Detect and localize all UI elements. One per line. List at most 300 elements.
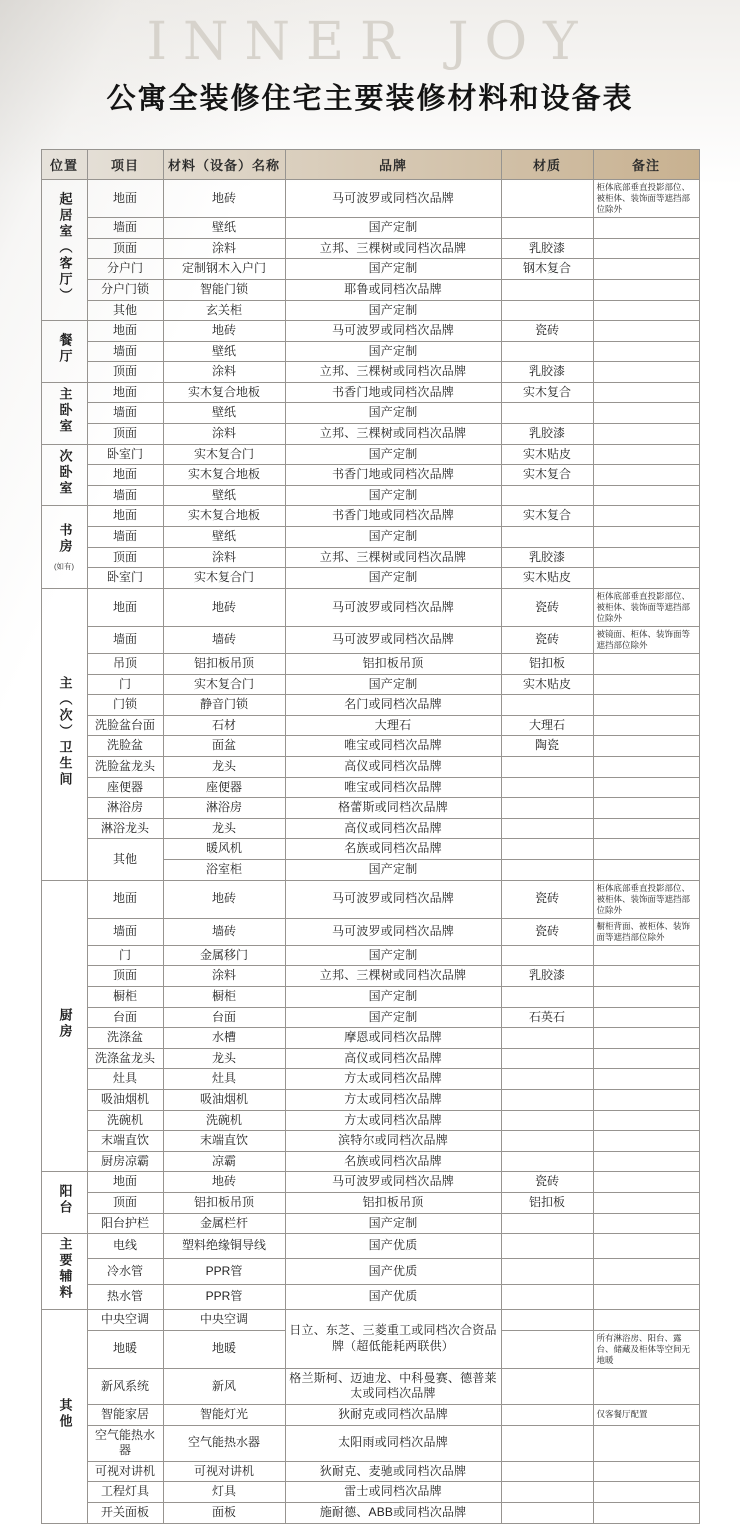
texture-cell: [501, 1284, 593, 1309]
texture-cell: 瓷砖: [501, 1172, 593, 1193]
note-cell: 柜体底部垂直投影部位、被柜体、装饰面等遮挡部位除外: [593, 180, 699, 218]
texture-cell: [501, 1089, 593, 1110]
table-row: [41, 588, 699, 626]
item-cell: 吊顶: [87, 654, 163, 675]
item-cell: 墙面: [87, 626, 163, 653]
brand-cell: 名族或同档次品牌: [285, 1151, 501, 1172]
item-cell: 顶面: [87, 966, 163, 987]
note-cell: [593, 1131, 699, 1152]
note-cell: [593, 218, 699, 239]
brand-cell: 书香门地或同档次品牌: [285, 506, 501, 527]
table-row: [41, 444, 699, 465]
brand-cell: 滨特尔或同档次品牌: [285, 1131, 501, 1152]
texture-cell: 乳胶漆: [501, 424, 593, 445]
material-name-cell: 橱柜: [163, 987, 285, 1008]
texture-cell: 钢木复合: [501, 259, 593, 280]
brand-cell: 国产定制: [285, 444, 501, 465]
texture-cell: [501, 798, 593, 819]
texture-cell: [501, 1110, 593, 1131]
texture-cell: [501, 1259, 593, 1284]
note-cell: [593, 1502, 699, 1523]
material-name-cell: 壁纸: [163, 403, 285, 424]
location-cell: [41, 321, 87, 383]
material-name-cell: 金属栏杆: [163, 1213, 285, 1234]
material-name-cell: 壁纸: [163, 218, 285, 239]
item-cell: 工程灯具: [87, 1482, 163, 1503]
note-cell: [593, 654, 699, 675]
note-cell: [593, 1007, 699, 1028]
material-name-cell: 涂料: [163, 238, 285, 259]
note-cell: [593, 1151, 699, 1172]
material-name-cell: 智能灯光: [163, 1404, 285, 1425]
location-label: 阳台: [57, 1184, 73, 1217]
item-cell: 座便器: [87, 777, 163, 798]
texture-cell: 实木贴皮: [501, 444, 593, 465]
brand-cell: 立邦、三棵树或同档次品牌: [285, 424, 501, 445]
table-row: [41, 547, 699, 568]
material-name-cell: 台面: [163, 1007, 285, 1028]
note-cell: [593, 1461, 699, 1482]
location-label: 厨房: [57, 1007, 73, 1040]
material-name-cell: 石材: [163, 715, 285, 736]
texture-cell: [501, 1482, 593, 1503]
texture-cell: 乳胶漆: [501, 547, 593, 568]
item-cell: 电线: [87, 1234, 163, 1259]
note-cell: [593, 987, 699, 1008]
item-cell: 地面: [87, 382, 163, 403]
table-row: [41, 695, 699, 716]
item-cell: 地面: [87, 880, 163, 918]
item-cell: 墙面: [87, 341, 163, 362]
note-cell: [593, 1192, 699, 1213]
item-cell: 顶面: [87, 424, 163, 445]
note-cell: [593, 1172, 699, 1193]
table-row: [41, 321, 699, 342]
material-name-cell: 塑料绝缘铜导线: [163, 1234, 285, 1259]
column-header-notes: 备注: [593, 150, 699, 180]
location-cell: [41, 880, 87, 1172]
brand-cell: 马可波罗或同档次品牌: [285, 588, 501, 626]
table-row: [41, 966, 699, 987]
material-name-cell: 吸油烟机: [163, 1089, 285, 1110]
brand-cell: 铝扣板吊顶: [285, 1192, 501, 1213]
column-header-location: 位置: [41, 150, 87, 180]
item-cell: 门锁: [87, 695, 163, 716]
brand-cell: 格蕾斯或同档次品牌: [285, 798, 501, 819]
texture-cell: [501, 1330, 593, 1368]
texture-cell: [501, 300, 593, 321]
table-row: [41, 1007, 699, 1028]
table-row: [41, 465, 699, 486]
brand-cell: 国产定制: [285, 527, 501, 548]
brand-cell: 书香门地或同档次品牌: [285, 465, 501, 486]
material-name-cell: PPR管: [163, 1259, 285, 1284]
note-cell: [593, 259, 699, 280]
item-cell: 洗碗机: [87, 1110, 163, 1131]
texture-cell: 大理石: [501, 715, 593, 736]
table-row: [41, 1048, 699, 1069]
note-cell: [593, 736, 699, 757]
material-name-cell: 地砖: [163, 588, 285, 626]
location-cell: [41, 382, 87, 444]
brand-cell: 国产优质: [285, 1284, 501, 1309]
table-row: [41, 382, 699, 403]
texture-cell: 乳胶漆: [501, 238, 593, 259]
material-name-cell: 地砖: [163, 880, 285, 918]
material-name-cell: 壁纸: [163, 341, 285, 362]
note-cell: [593, 1048, 699, 1069]
material-name-cell: 玄关柜: [163, 300, 285, 321]
item-cell: 热水管: [87, 1284, 163, 1309]
material-name-cell: 中央空调: [163, 1310, 285, 1331]
texture-cell: 石英石: [501, 1007, 593, 1028]
location-label: 主（次）卫生间: [57, 675, 73, 788]
brand-cell: 高仪或同档次品牌: [285, 1048, 501, 1069]
note-cell: [593, 321, 699, 342]
item-cell: 墙面: [87, 403, 163, 424]
texture-cell: [501, 777, 593, 798]
brand-cell: 唯宝或同档次品牌: [285, 736, 501, 757]
brand-cell: 马可波罗或同档次品牌: [285, 918, 501, 945]
texture-cell: [501, 1404, 593, 1425]
table-row: [41, 987, 699, 1008]
note-cell: [593, 1213, 699, 1234]
column-header-material-name: 材料（设备）名称: [163, 150, 285, 180]
note-cell: [593, 757, 699, 778]
brand-cell: 立邦、三棵树或同档次品牌: [285, 547, 501, 568]
material-name-cell: 涂料: [163, 362, 285, 383]
material-name-cell: 新风: [163, 1368, 285, 1404]
brand-cell: 马可波罗或同档次品牌: [285, 880, 501, 918]
table-row: [41, 1151, 699, 1172]
note-cell: [593, 674, 699, 695]
material-name-cell: 实木复合地板: [163, 382, 285, 403]
material-name-cell: 地砖: [163, 321, 285, 342]
item-cell: 顶面: [87, 1192, 163, 1213]
material-name-cell: 实木复合地板: [163, 465, 285, 486]
item-cell: 淋浴龙头: [87, 818, 163, 839]
note-cell: [593, 238, 699, 259]
note-cell: [593, 506, 699, 527]
table-row: [41, 218, 699, 239]
texture-cell: [501, 1234, 593, 1259]
brand-cell: 方太或同档次品牌: [285, 1069, 501, 1090]
material-name-cell: 凉霸: [163, 1151, 285, 1172]
brand-cell: 方太或同档次品牌: [285, 1089, 501, 1110]
item-cell: 其他: [87, 300, 163, 321]
texture-cell: [501, 218, 593, 239]
item-cell: 洗涤盆: [87, 1028, 163, 1049]
texture-cell: 乳胶漆: [501, 966, 593, 987]
table-row: [41, 918, 699, 945]
table-row: [41, 1404, 699, 1425]
material-name-cell: 壁纸: [163, 485, 285, 506]
brand-cell: 大理石: [285, 715, 501, 736]
note-cell: [593, 403, 699, 424]
texture-cell: [501, 757, 593, 778]
table-row: [41, 945, 699, 966]
note-cell: [593, 1028, 699, 1049]
location-label: 餐厅: [57, 333, 73, 366]
material-name-cell: 水槽: [163, 1028, 285, 1049]
texture-cell: [501, 1069, 593, 1090]
note-cell: [593, 1482, 699, 1503]
brand-cell: 国产定制: [285, 860, 501, 881]
brand-cell: 国产定制: [285, 300, 501, 321]
table-row: [41, 238, 699, 259]
texture-cell: 实木复合: [501, 382, 593, 403]
brand-cell: 国产定制: [285, 1213, 501, 1234]
table-row: [41, 259, 699, 280]
note-cell: [593, 1234, 699, 1259]
material-name-cell: 墙砖: [163, 626, 285, 653]
item-cell: 灶具: [87, 1069, 163, 1090]
note-cell: [593, 1284, 699, 1309]
item-cell: 智能家居: [87, 1404, 163, 1425]
note-cell: [593, 1368, 699, 1404]
location-label: 次卧室: [57, 448, 73, 497]
note-cell: [593, 465, 699, 486]
item-cell: 顶面: [87, 547, 163, 568]
table-row: [41, 1213, 699, 1234]
location-label: 主卧室: [57, 386, 73, 435]
item-cell: 台面: [87, 1007, 163, 1028]
watermark-text: INNER JOY: [146, 12, 594, 72]
material-name-cell: 空气能热水器: [163, 1425, 285, 1461]
material-name-cell: 实木复合地板: [163, 506, 285, 527]
table-row: [41, 341, 699, 362]
item-cell: 洗脸盆龙头: [87, 757, 163, 778]
brand-cell: 国产优质: [285, 1234, 501, 1259]
table-row: [41, 757, 699, 778]
location-cell: [41, 1172, 87, 1234]
location-cell: [41, 506, 87, 588]
note-cell: [593, 300, 699, 321]
materials-table: [41, 149, 700, 1524]
table-row: [41, 715, 699, 736]
texture-cell: [501, 180, 593, 218]
brand-cell: 唯宝或同档次品牌: [285, 777, 501, 798]
note-cell: 柜体底部垂直投影部位、被柜体、装饰面等遮挡部位除外: [593, 880, 699, 918]
item-cell: 洗脸盆台面: [87, 715, 163, 736]
item-cell: 顶面: [87, 362, 163, 383]
material-name-cell: 智能门锁: [163, 279, 285, 300]
note-cell: [593, 945, 699, 966]
texture-cell: [501, 1461, 593, 1482]
table-row: [41, 568, 699, 589]
material-name-cell: 暖风机: [163, 839, 285, 860]
material-name-cell: 静音门锁: [163, 695, 285, 716]
note-cell: [593, 966, 699, 987]
texture-cell: [501, 403, 593, 424]
material-name-cell: 金属移门: [163, 945, 285, 966]
texture-cell: [501, 839, 593, 860]
note-cell: 柜体底部垂直投影部位、被柜体、装饰面等遮挡部位除外: [593, 588, 699, 626]
note-cell: [593, 424, 699, 445]
note-cell: [593, 1425, 699, 1461]
material-name-cell: 铝扣板吊顶: [163, 1192, 285, 1213]
brand-cell: 马可波罗或同档次品牌: [285, 1172, 501, 1193]
table-row: [41, 1192, 699, 1213]
material-name-cell: 面盆: [163, 736, 285, 757]
texture-cell: [501, 945, 593, 966]
brand-cell: 太阳雨或同档次品牌: [285, 1425, 501, 1461]
texture-cell: [501, 1151, 593, 1172]
item-cell: 洗脸盆: [87, 736, 163, 757]
table-row: [41, 403, 699, 424]
table-row: [41, 1172, 699, 1193]
material-name-cell: 龙头: [163, 757, 285, 778]
texture-cell: 实木复合: [501, 506, 593, 527]
table-row: [41, 839, 699, 860]
table-row: [41, 1110, 699, 1131]
brand-cell: 马可波罗或同档次品牌: [285, 321, 501, 342]
note-cell: [593, 568, 699, 589]
note-cell: [593, 341, 699, 362]
material-name-cell: 地砖: [163, 180, 285, 218]
texture-cell: 实木复合: [501, 465, 593, 486]
table-row: [41, 674, 699, 695]
table-row: [41, 777, 699, 798]
brand-cell: 国产定制: [285, 987, 501, 1008]
texture-cell: [501, 1502, 593, 1523]
texture-cell: [501, 1310, 593, 1331]
table-row: [41, 1310, 699, 1331]
table-row: [41, 424, 699, 445]
location-cell: [41, 180, 87, 321]
table-row: [41, 1425, 699, 1461]
texture-cell: [501, 341, 593, 362]
item-cell: 地面: [87, 321, 163, 342]
table-row: [41, 1028, 699, 1049]
location-cell: [41, 444, 87, 506]
texture-cell: 瓷砖: [501, 321, 593, 342]
item-cell: 橱柜: [87, 987, 163, 1008]
table-row: [41, 626, 699, 653]
page-title: 公寓全装修住宅主要装修材料和设备表: [106, 81, 634, 115]
item-cell: 开关面板: [87, 1502, 163, 1523]
item-cell: 门: [87, 674, 163, 695]
note-cell: [593, 527, 699, 548]
table-row: [41, 1284, 699, 1309]
table-row: [41, 180, 699, 218]
note-cell: [593, 1110, 699, 1131]
table-row: [41, 1482, 699, 1503]
column-header-item: 项目: [87, 150, 163, 180]
table-header-row: [41, 150, 699, 180]
note-cell: [593, 1310, 699, 1331]
brand-cell: 国产定制: [285, 403, 501, 424]
material-name-cell: 实木复合门: [163, 674, 285, 695]
texture-cell: [501, 1028, 593, 1049]
note-cell: [593, 485, 699, 506]
texture-cell: 瓷砖: [501, 588, 593, 626]
brand-cell: 国产定制: [285, 945, 501, 966]
brand-cell: 雷士或同档次品牌: [285, 1482, 501, 1503]
note-cell: 所有淋浴房、阳台、露台、储藏及柜体等空间无地暖: [593, 1330, 699, 1368]
item-cell: 洗涤盆龙头: [87, 1048, 163, 1069]
material-name-cell: 浴室柜: [163, 860, 285, 881]
brand-cell: 国产定制: [285, 674, 501, 695]
item-cell: 墙面: [87, 218, 163, 239]
brand-cell: 国产定制: [285, 568, 501, 589]
brand-cell: 国产定制: [285, 218, 501, 239]
materials-table-body: [41, 180, 699, 1524]
texture-cell: [501, 860, 593, 881]
texture-cell: [501, 818, 593, 839]
texture-cell: 乳胶漆: [501, 362, 593, 383]
item-cell: 分户门: [87, 259, 163, 280]
item-cell: 阳台护栏: [87, 1213, 163, 1234]
brand-cell: 立邦、三棵树或同档次品牌: [285, 238, 501, 259]
item-cell: 顶面: [87, 238, 163, 259]
texture-cell: [501, 1368, 593, 1404]
note-cell: 橱柜背面、被柜体、装饰面等遮挡部位除外: [593, 918, 699, 945]
texture-cell: 瓷砖: [501, 918, 593, 945]
item-cell: 卧室门: [87, 444, 163, 465]
item-cell: 墙面: [87, 485, 163, 506]
brand-cell: 耶鲁或同档次品牌: [285, 279, 501, 300]
table-row: [41, 1069, 699, 1090]
table-row: [41, 279, 699, 300]
location-cell: [41, 1234, 87, 1310]
table-row: [41, 362, 699, 383]
location-label: 起居室（客厅）: [57, 191, 73, 304]
material-name-cell: 面板: [163, 1502, 285, 1523]
column-header-brand: 品牌: [285, 150, 501, 180]
brand-cell: 名门或同档次品牌: [285, 695, 501, 716]
material-name-cell: 龙头: [163, 818, 285, 839]
note-cell: [593, 715, 699, 736]
note-cell: [593, 362, 699, 383]
item-cell: 冷水管: [87, 1259, 163, 1284]
location-cell: [41, 1310, 87, 1523]
texture-cell: [501, 1131, 593, 1152]
texture-cell: [501, 695, 593, 716]
brand-cell: 狄耐克或同档次品牌: [285, 1404, 501, 1425]
brand-cell: 狄耐克、麦驰或同档次品牌: [285, 1461, 501, 1482]
location-sublabel: (如有): [54, 561, 74, 571]
material-name-cell: 涂料: [163, 547, 285, 568]
note-cell: [593, 860, 699, 881]
item-cell: 末端直饮: [87, 1131, 163, 1152]
location-label: 书房: [57, 522, 73, 555]
item-cell: 地暖: [87, 1330, 163, 1368]
table-row: [41, 654, 699, 675]
note-cell: [593, 777, 699, 798]
item-cell: 地面: [87, 1172, 163, 1193]
texture-cell: [501, 279, 593, 300]
material-name-cell: 淋浴房: [163, 798, 285, 819]
item-cell: 其他: [87, 839, 163, 880]
material-name-cell: 可视对讲机: [163, 1461, 285, 1482]
location-label: 主要辅料: [57, 1237, 73, 1302]
brand-cell: 国产定制: [285, 259, 501, 280]
table-row: [41, 1259, 699, 1284]
note-cell: [593, 695, 699, 716]
note-cell: [593, 818, 699, 839]
material-name-cell: 涂料: [163, 966, 285, 987]
material-name-cell: 地砖: [163, 1172, 285, 1193]
texture-cell: [501, 527, 593, 548]
item-cell: 吸油烟机: [87, 1089, 163, 1110]
material-name-cell: 龙头: [163, 1048, 285, 1069]
table-row: [41, 1461, 699, 1482]
material-name-cell: 灶具: [163, 1069, 285, 1090]
brand-cell: 格兰斯柯、迈迪龙、中科曼赛、德普莱太或同档次品牌: [285, 1368, 501, 1404]
texture-cell: 实木贴皮: [501, 674, 593, 695]
note-cell: [593, 547, 699, 568]
